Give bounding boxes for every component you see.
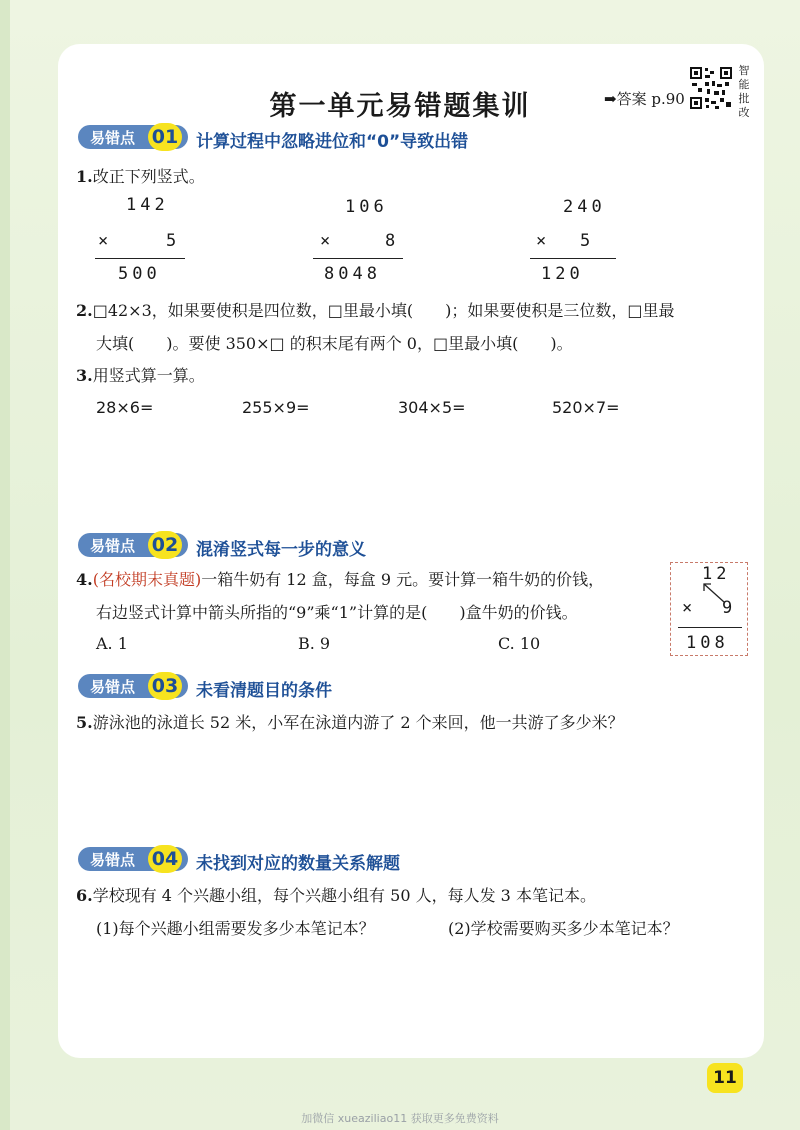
- section-badge-02: 02: [148, 531, 182, 559]
- q1-calc1-rule: [95, 258, 185, 259]
- footer-watermark: 加微信 xueaziliao11 获取更多免费资料: [301, 1112, 499, 1125]
- q3-item-1: 28×6=: [96, 398, 154, 417]
- section-badge-01: 01: [148, 123, 182, 151]
- q4-option-b[interactable]: B. 9: [298, 634, 331, 653]
- q1-calc1-op: ×: [98, 231, 113, 251]
- section-title-04: 未找到对应的数量关系解题: [196, 854, 400, 874]
- q4-calc-rule: [678, 627, 742, 628]
- book-spine: [0, 0, 10, 1130]
- question-6-sub1: (1)每个兴趣小组需要发多少本笔记本？: [96, 919, 375, 938]
- question-5: 5.游泳池的泳道长 52 米，小军在泳道内游了 2 个来回，他一共游了多少米？: [76, 713, 624, 732]
- section-title-02: 混淆竖式每一步的意义: [196, 540, 366, 560]
- q4-option-a[interactable]: A. 1: [96, 634, 128, 653]
- question-4-line1: 4.(名校期末真题)一箱牛奶有 12 盒，每盒 9 元。要计算一箱牛奶的价钱，: [76, 570, 605, 589]
- q1-calc2-op: ×: [320, 231, 335, 251]
- q4-calc-top: 12: [702, 564, 731, 584]
- section-pill-03: 易错点: [78, 674, 188, 698]
- section-pill-01: 易错点: [78, 125, 188, 149]
- section-title-03: 未看清题目的条件: [196, 681, 332, 701]
- q1-calc3-result: 120: [541, 264, 584, 284]
- q4-calc-result: 108: [686, 633, 729, 653]
- page-title: 第一单元易错题集训: [269, 91, 531, 122]
- q1-calc2-mult: 8: [385, 231, 400, 251]
- question-1: 1.改正下列竖式。: [76, 167, 205, 186]
- section-pill-04: 易错点: [78, 847, 188, 871]
- qr-code-icon[interactable]: [689, 66, 733, 110]
- q3-item-3: 304×5=: [398, 398, 466, 417]
- q1-calc3-rule: [530, 258, 616, 259]
- page-number: 11: [707, 1063, 743, 1093]
- q3-item-2: 255×9=: [242, 398, 310, 417]
- q1-calc1-top: 142: [126, 195, 169, 215]
- arrow-icon: [698, 580, 728, 606]
- arrow-right-icon: ➡: [604, 90, 617, 108]
- exam-tag: (名校期末真题): [92, 570, 202, 589]
- section-title-01: 计算过程中忽略进位和“0”导致出错: [196, 132, 469, 152]
- answer-reference: ➡答案 p.90: [604, 90, 685, 108]
- q3-item-4: 520×7=: [552, 398, 620, 417]
- q1-calc1-mult: 5: [166, 231, 181, 251]
- q1-calc3-mult: 5: [580, 231, 595, 251]
- question-6-sub2: (2)学校需要购买多少本笔记本？: [448, 919, 679, 938]
- q1-calc2-rule: [313, 258, 403, 259]
- section-badge-04: 04: [148, 845, 182, 873]
- question-3: 3.用竖式算一算。: [76, 366, 205, 385]
- q1-calc2-top: 106: [345, 197, 388, 217]
- question-4-line2: 右边竖式计算中箭头所指的“9”乘“1”计算的是( )盒牛奶的价钱。: [96, 603, 578, 622]
- q1-calc1-result: 500: [118, 264, 161, 284]
- q4-calc-op: ×: [682, 598, 697, 618]
- question-2-line1: 2.□42×3，如果要使积是四位数，□里最小填( )；如果要使积是三位数，□里最: [76, 301, 675, 320]
- question-6: 6.学校现有 4 个兴趣小组，每个兴趣小组有 50 人，每人发 3 本笔记本。: [76, 886, 596, 905]
- q4-calc-mult: 9: [722, 598, 737, 618]
- q1-calc3-top: 240: [563, 197, 606, 217]
- q4-option-c[interactable]: C. 10: [498, 634, 541, 653]
- question-2-line2: 大填( )。要使 350×□ 的积末尾有两个 0，□里最小填( )。: [96, 334, 573, 353]
- section-badge-03: 03: [148, 672, 182, 700]
- q1-calc2-result: 8048: [324, 264, 381, 284]
- section-pill-02: 易错点: [78, 533, 188, 557]
- smart-grading-label: 智 能 批 改: [738, 64, 750, 119]
- q1-calc3-op: ×: [536, 231, 551, 251]
